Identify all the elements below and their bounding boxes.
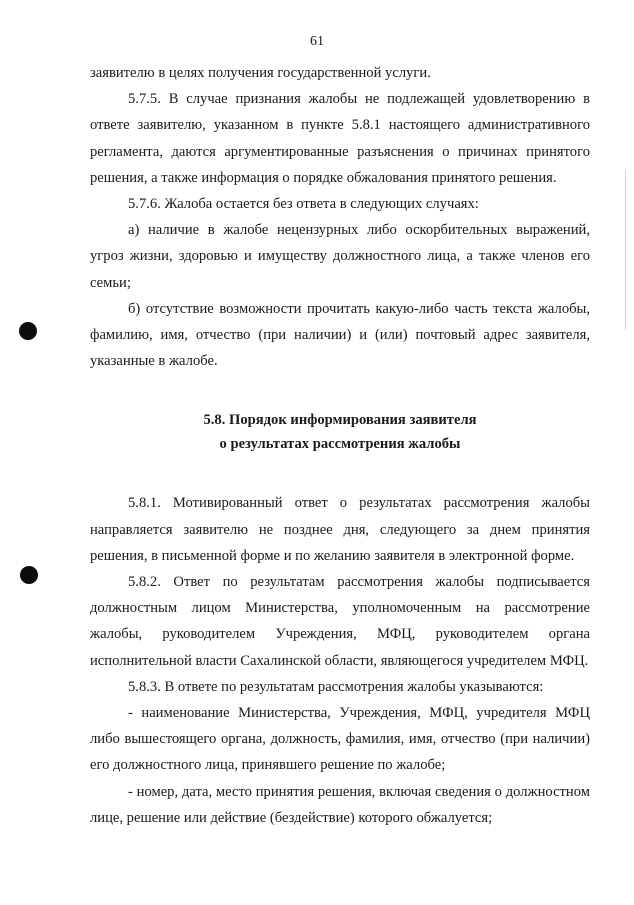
section-title-line-2: о результатах рассмотрения жалобы [219,436,461,453]
paragraph: заявителю в целях получения государственной услуги. [90,65,431,81]
section-title-line-1: 5.8. Порядок информирования заявителя [203,412,477,429]
punch-hole-bottom [20,566,38,584]
page-number: 61 [310,34,324,49]
document-body [90,60,590,831]
paragraph: а) наличие в жалобе нецензурных либо оскорбительных выражений, угроз жизни, здоровью и имуществу должностного лица, а также членов его семьи; [90,222,590,291]
paragraph: 5.8.3. В ответе по результатам рассмотрения жалобы указываются: [128,678,544,695]
paragraph: 5.8.1. Мотивированный ответ о результатах рассмотрения жалобы направляется заявителю не позднее дня, следующего за днем принятия решения, в письменной форме и по желанию заявителя в электронной форме. [90,495,590,564]
paragraph: - номер, дата, место принятия решения, включая сведения о должностном лице, решение или действие (бездействие) которого обжалуется; [90,783,590,826]
paragraph: 5.8.2. Ответ по результатам рассмотрения жалобы подписывается должностным лицом Министерства, уполномоченным на рассмотрение жалобы, руководителем Учреждения, МФЦ, руководителем органа исполнительной власти Сахалинской области, являющегося учредителем МФЦ. [90,574,590,669]
paragraph: б) отсутствие возможности прочитать какую-либо часть текста жалобы, фамилию, имя, отчество (при наличии) и (или) почтовый адрес заявителя, указанные в жалобе. [90,300,590,370]
section-heading [90,374,590,490]
paragraph: 5.7.6. Жалоба остается без ответа в следующих случаях: [128,196,479,213]
scan-edge-line [625,170,626,330]
punch-hole-top [19,322,37,340]
paragraph: - наименование Министерства, Учреждения, МФЦ, учредителя МФЦ либо вышестоящего органа, должность, фамилия, имя, отчество (при наличии) его должностного лица, принявшего решение по жалобе; [90,705,590,774]
paragraph: 5.7.5. В случае признания жалобы не подлежащей удовлетворению в ответе заявителю, указанном в пункте 5.8.1 настоящего административного регламента, даются аргументированные разъяснения о причинах принятого решения, а также информация о порядке обжалования принятого решения. [90,91,590,186]
